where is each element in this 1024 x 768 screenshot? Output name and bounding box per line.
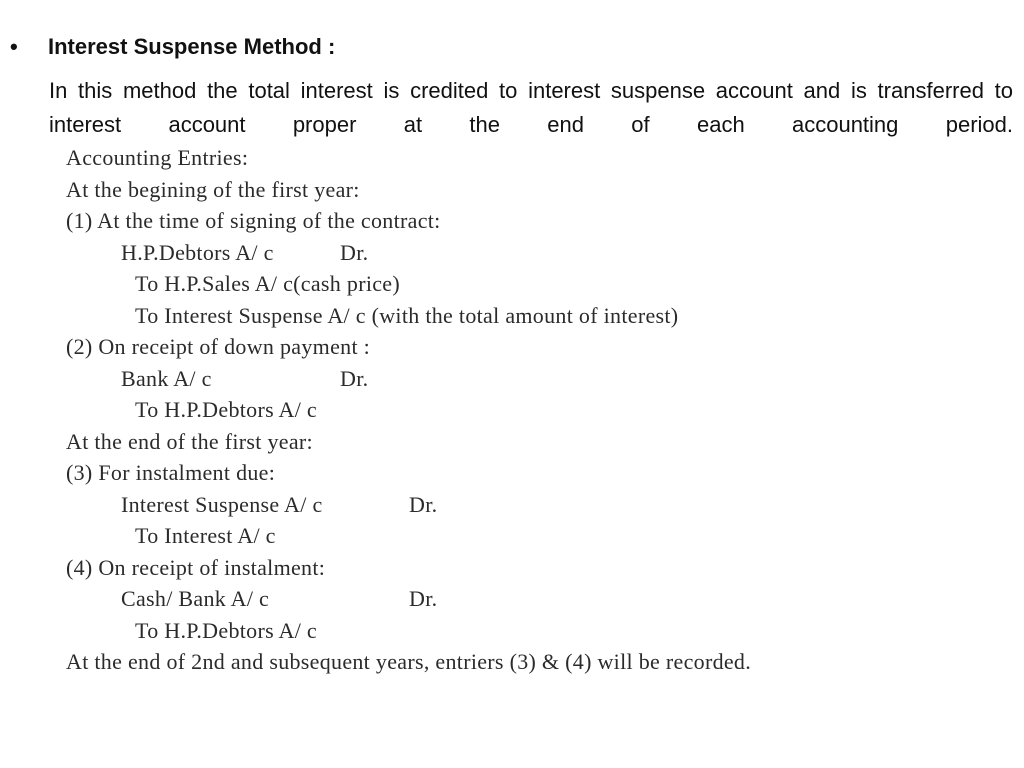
step1-heading: (1) At the time of signing of the contract: xyxy=(66,208,441,233)
accounting-entries-image xyxy=(66,142,996,678)
step4-debit-dr: Dr. xyxy=(409,586,438,611)
step3-debit-dr: Dr. xyxy=(409,491,438,517)
heading-title: Interest Suspense Method : xyxy=(48,34,336,59)
step2-debit-line xyxy=(66,363,996,395)
step2-debit-dr: Dr. xyxy=(340,365,369,391)
step2-heading: (2) On receipt of down payment : xyxy=(66,334,371,359)
step1-debit-dr: Dr. xyxy=(340,239,369,265)
entries-title: Accounting Entries: xyxy=(66,145,249,170)
first-year-end: At the end of the first year: xyxy=(66,428,313,454)
step3-heading: (3) For instalment due: xyxy=(66,460,276,485)
step2-debit: Bank A/ c xyxy=(121,365,212,391)
first-year-begin: At the begining of the first year: xyxy=(66,176,360,202)
step4-debit-line xyxy=(66,583,996,615)
step4-credit: To H.P.Debtors A/ c xyxy=(135,617,317,643)
step1-debit: H.P.Debtors A/ c xyxy=(121,239,274,265)
step1-credit1: To H.P.Sales A/ c(cash price) xyxy=(135,271,400,296)
step2-credit: To H.P.Debtors A/ c xyxy=(135,397,317,422)
step3-debit-line xyxy=(66,489,996,521)
step3-credit: To Interest A/ c xyxy=(135,523,276,548)
closing-note: At the end of 2nd and subsequent years, entriers (3) & (4) will be recorded. xyxy=(66,649,752,674)
step3-debit: Interest Suspense A/ c xyxy=(121,491,323,517)
step1-credit2: To Interest Suspense A/ c (with the total amount of interest) xyxy=(135,302,679,328)
step4-heading: (4) On receipt of instalment: xyxy=(66,554,326,580)
step4-debit: Cash/ Bank A/ c xyxy=(121,586,270,611)
bullet-icon: • xyxy=(10,34,18,59)
step1-debit-line xyxy=(66,237,996,269)
bullet-heading xyxy=(10,34,1010,60)
intro-paragraph: In this method the total interest is credited to interest suspense account and is transferred to interest account proper at the end of each accounting period. xyxy=(49,78,1013,137)
